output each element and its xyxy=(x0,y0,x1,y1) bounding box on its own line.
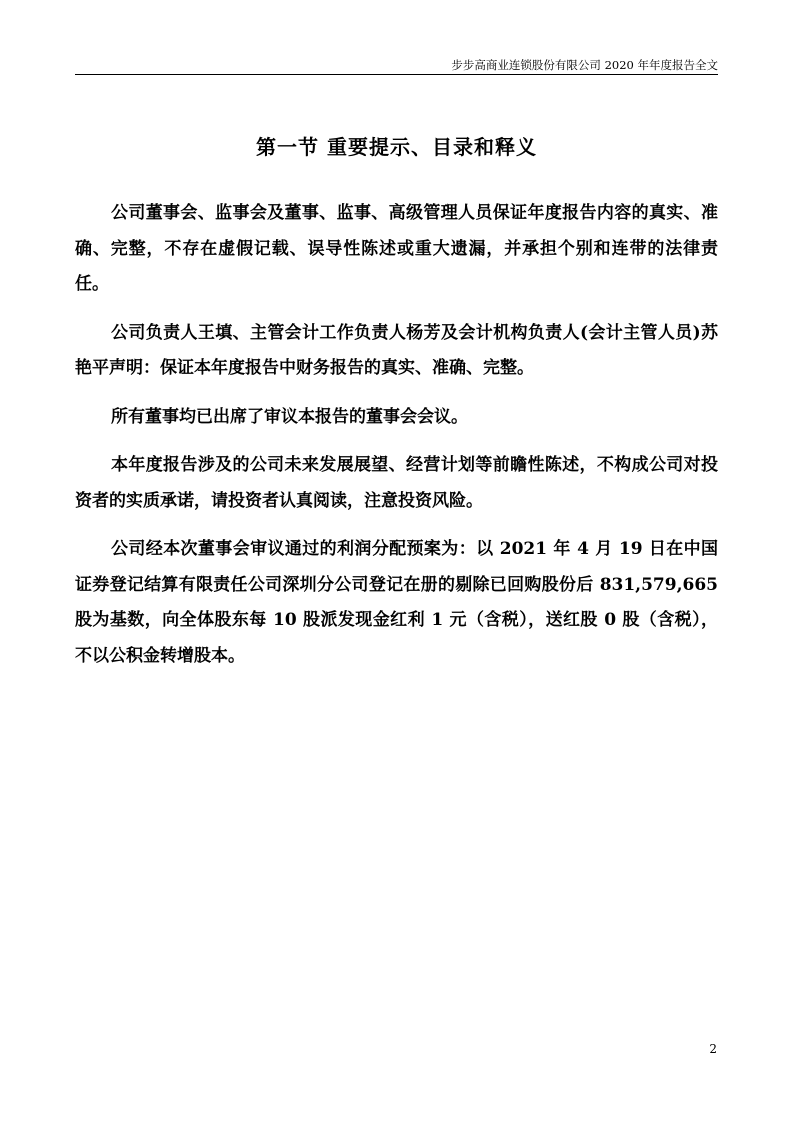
paragraph-responsible-persons: 公司负责人王填、主管会计工作负责人杨芳及会计机构负责人(会计主管人员)苏艳平声明：保证本年度报告中财务报告的真实、准确、完整。 xyxy=(75,322,718,378)
paragraph-board-attendance: 所有董事均已出席了审议本报告的董事会会议。 xyxy=(111,406,468,427)
paragraph-accuracy-statement: 公司董事会、监事会及董事、监事、高级管理人员保证年度报告内容的真实、准确、完整，不存在虚假记载、误导性陈述或重大遗漏，并承担个别和连带的法律责任。 xyxy=(75,203,718,294)
section-title: 第一节 重要提示、目录和释义 xyxy=(256,135,537,159)
page-number: 2 xyxy=(709,1042,717,1056)
document-header-title: 步步高商业连锁股份有限公司 2020 年年度报告全文 xyxy=(451,58,718,72)
paragraph-forward-looking: 本年度报告涉及的公司未来发展展望、经营计划等前瞻性陈述，不构成公司对投资者的实质承诺，请投资者认真阅读，注意投资风险。 xyxy=(75,455,718,511)
document-body xyxy=(75,196,718,687)
header-divider xyxy=(75,74,718,75)
paragraph-profit-distribution: 公司经本次董事会审议通过的利润分配预案为：以 2021 年 4 月 19 日在中国证券登记结算有限责任公司深圳分公司登记在册的剔除已回购股份后 831,579,665 股为基数，向全体股东每 10 股派发现金红利 1 元（含税），送红股 0 股（含税），不以公积金转增股本。 xyxy=(75,539,718,666)
